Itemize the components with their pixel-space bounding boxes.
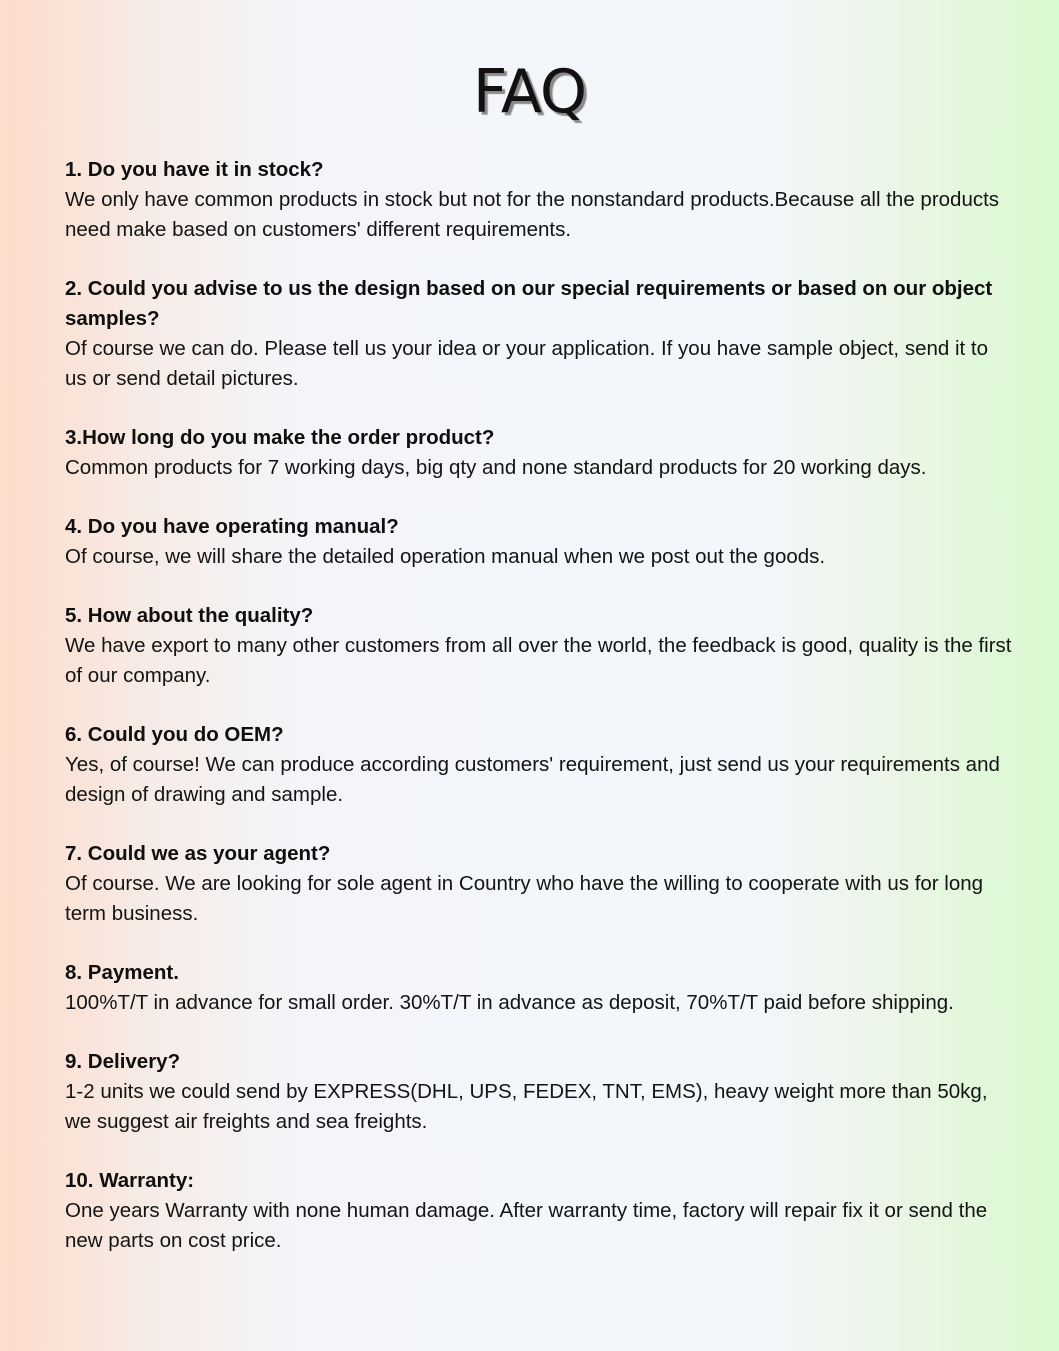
faq-answer-8: 100%T/T in advance for small order. 30%T/T in advance as deposit, 70%T/T paid before shipping. (65, 991, 954, 1014)
faq-answer-1: We only have common products in stock but not for the nonstandard products.Because all the products need make based on customers' different requirements. (65, 188, 1000, 241)
faq-answer-3: Common products for 7 working days, big qty and none standard products for 20 working days. (65, 456, 927, 479)
faq-answer-10: One years Warranty with none human damage. After warranty time, factory will repair fix it or send the new parts on cost price. (65, 1199, 988, 1252)
page-title: FAQ (472, 57, 587, 127)
faq-question-6: 6. Could you do OEM? (65, 723, 284, 746)
faq-answer-6: Yes, of course! We can produce according customers' requirement, just send us your requirements and design of drawing and sample. (65, 753, 1000, 806)
faq-item-7 (65, 839, 1015, 929)
faq-question-10: 10. Warranty: (65, 1169, 195, 1192)
faq-question-8: 8. Payment. (65, 961, 179, 984)
faq-answer-4: Of course, we will share the detailed operation manual when we post out the goods. (65, 545, 826, 568)
faq-item-4 (65, 512, 1015, 572)
faq-answer-2: Of course we can do. Please tell us your idea or your application. If you have sample object, send it to us or send detail pictures. (65, 337, 989, 390)
faq-item-8 (65, 958, 1015, 1018)
faq-question-7: 7. Could we as your agent? (65, 842, 331, 865)
faq-question-5: 5. How about the quality? (65, 604, 314, 627)
faq-item-2 (65, 274, 1015, 394)
faq-item-5 (65, 601, 1015, 691)
faq-question-9: 9. Delivery? (65, 1050, 181, 1073)
faq-item-1 (65, 155, 1015, 245)
faq-answer-7: Of course. We are looking for sole agent in Country who have the willing to cooperate with us for long term business. (65, 872, 984, 925)
faq-question-4: 4. Do you have operating manual? (65, 515, 399, 538)
faq-answer-5: We have export to many other customers from all over the world, the feedback is good, quality is the first of our company. (65, 634, 1012, 687)
faq-question-1: 1. Do you have it in stock? (65, 158, 324, 181)
faq-question-3: 3.How long do you make the order product? (65, 426, 495, 449)
faq-item-6 (65, 720, 1015, 810)
faq-answer-9: 1-2 units we could send by EXPRESS(DHL, UPS, FEDEX, TNT, EMS), heavy weight more than 50kg, we suggest air freights and sea freights. (65, 1080, 988, 1133)
faq-item-9 (65, 1047, 1015, 1137)
faq-question-2: 2. Could you advise to us the design based on our special requirements or based on our object samples? (65, 277, 993, 330)
faq-list (65, 155, 1015, 1285)
faq-item-10 (65, 1166, 1015, 1256)
faq-item-3 (65, 423, 1015, 483)
